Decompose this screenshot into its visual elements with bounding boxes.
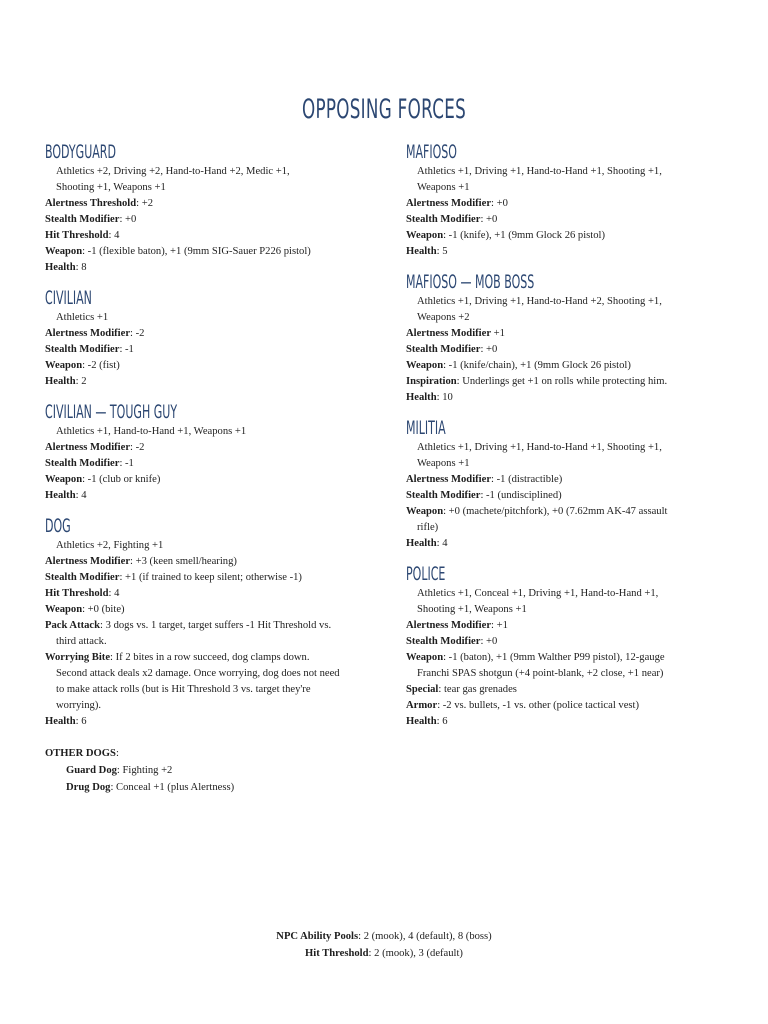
- stat-label: Weapon: [45, 474, 83, 485]
- stat-label: Alertness Modifier: [406, 198, 492, 209]
- other-dog-item: [45, 779, 370, 796]
- stat-text: : -1 (baton), +1 (9mm Walther P99 pistol), 12-gauge: [443, 652, 665, 663]
- right-column: [406, 140, 706, 740]
- block-name: POLICE: [406, 563, 446, 585]
- stat-line: [406, 244, 706, 260]
- skills-line: Weapons +1: [417, 458, 470, 469]
- stat-line: [406, 326, 706, 342]
- stat-text: : +0: [491, 198, 508, 209]
- stat-label: Stealth Modifier: [45, 572, 120, 583]
- stat-text: : 6: [75, 716, 87, 727]
- skills-line: Athletics +1: [56, 312, 109, 323]
- stat-label: Weapon: [406, 506, 444, 517]
- stat-line: [45, 244, 370, 260]
- stat-line: [45, 554, 370, 570]
- stat-text: : 6: [436, 716, 448, 727]
- stat-continuation: to make attack rolls (but is Hit Threshold 3 vs. target they're: [56, 684, 311, 695]
- stat-line: [406, 536, 706, 552]
- stat-text: : tear gas grenades: [438, 684, 517, 695]
- stat-label: Hit Threshold: [45, 588, 109, 599]
- stat-text: : -1 (flexible baton), +1 (9mm SIG-Sauer P226 pistol): [82, 246, 311, 257]
- stat-line: [45, 456, 370, 472]
- stat-label: Health: [406, 538, 437, 549]
- stat-block: [45, 400, 370, 504]
- stat-text: : -1 (undisciplined): [480, 490, 562, 501]
- stat-label: Hit Threshold: [45, 230, 109, 241]
- stat-line: [45, 196, 370, 212]
- stat-line: [406, 196, 706, 212]
- stat-continuation: rifle): [417, 522, 439, 533]
- skills-line: Athletics +1, Driving +1, Hand-to-Hand +1, Shooting +1,: [417, 166, 662, 177]
- stat-label: Weapon: [406, 230, 444, 241]
- stat-line: [45, 326, 370, 342]
- stat-line: [45, 714, 370, 730]
- stat-label: Stealth Modifier: [406, 636, 481, 647]
- stat-label: Alertness Modifier: [406, 328, 492, 339]
- other-dog-item: [45, 762, 370, 779]
- stat-line: [406, 488, 706, 504]
- stat-text: : 4: [75, 490, 87, 501]
- skills-line: Athletics +1, Conceal +1, Driving +1, Hand-to-Hand +1,: [417, 588, 659, 599]
- stat-line: [406, 342, 706, 358]
- other-dog-label: Drug Dog: [66, 782, 111, 793]
- stat-text: : If 2 bites in a row succeed, dog clamps down.: [110, 652, 310, 663]
- stat-block: [406, 140, 706, 260]
- stat-block: [406, 416, 706, 552]
- stat-label: Worrying Bite: [45, 652, 111, 663]
- stat-text: : 5: [436, 246, 448, 257]
- stat-text: : +2: [136, 198, 154, 209]
- block-name: MAFIOSO — MOB BOSS: [406, 271, 535, 293]
- stat-line: [45, 650, 370, 666]
- stat-label: Alertness Modifier: [406, 474, 492, 485]
- stat-text: : 8: [75, 262, 87, 273]
- stat-label: Alertness Modifier: [406, 620, 492, 631]
- block-name: CIVILIAN — TOUGH GUY: [45, 401, 178, 423]
- stat-text: : -1 (knife), +1 (9mm Glock 26 pistol): [443, 230, 606, 241]
- footer-hit-threshold: [0, 945, 768, 962]
- footer-label: NPC Ability Pools: [276, 931, 359, 942]
- stat-label: Inspiration: [406, 376, 457, 387]
- stat-label: Stealth Modifier: [406, 490, 481, 501]
- stat-label: Stealth Modifier: [406, 344, 481, 355]
- stat-continuation: Franchi SPAS shotgun (+4 point-blank, +2 close, +1 near): [417, 668, 664, 679]
- stat-text: : 2: [75, 376, 87, 387]
- stat-label: Weapon: [45, 604, 83, 615]
- stat-line: [406, 634, 706, 650]
- stat-label: Armor: [406, 700, 438, 711]
- stat-line: [406, 472, 706, 488]
- stat-label: Weapon: [406, 652, 444, 663]
- block-name: DOG: [45, 515, 71, 537]
- stat-label: Stealth Modifier: [45, 458, 120, 469]
- stat-label: Stealth Modifier: [45, 214, 120, 225]
- stat-line: [45, 212, 370, 228]
- stat-line: [406, 618, 706, 634]
- stat-text: : 10: [436, 392, 453, 403]
- other-dog-label: Guard Dog: [66, 765, 117, 776]
- stat-line: [45, 586, 370, 602]
- stat-label: Weapon: [45, 246, 83, 257]
- stat-text: : +0: [480, 636, 498, 647]
- stat-text: : 4: [108, 588, 120, 599]
- stat-text: : -2: [130, 328, 145, 339]
- footer-label: Hit Threshold: [305, 948, 369, 959]
- stat-line: [406, 682, 706, 698]
- stat-text: : +0 (bite): [82, 604, 125, 615]
- stat-continuation: third attack.: [56, 636, 107, 647]
- stat-line: [45, 618, 370, 634]
- skills-line: Athletics +1, Hand-to-Hand +1, Weapons +1: [56, 426, 247, 437]
- stat-text: : -1: [119, 458, 134, 469]
- other-dog-text: : Conceal +1 (plus Alertness): [110, 782, 235, 793]
- stat-label: Health: [45, 490, 76, 501]
- stat-continuation: Second attack deals x2 damage. Once worrying, dog does not need: [56, 668, 340, 679]
- stat-text: : +0 (machete/pitchfork), +0 (7.62mm AK-47 assault: [443, 506, 668, 517]
- stat-text: : -1 (knife/chain), +1 (9mm Glock 26 pistol): [443, 360, 631, 371]
- stat-label: Stealth Modifier: [45, 344, 120, 355]
- stat-line: [45, 472, 370, 488]
- stat-line: [45, 342, 370, 358]
- stat-line: [406, 714, 706, 730]
- other-dog-text: : Fighting +2: [116, 765, 173, 776]
- footer-text: : 2 (mook), 4 (default), 8 (boss): [358, 931, 492, 942]
- stat-line: [406, 698, 706, 714]
- stat-label: Health: [45, 376, 76, 387]
- stat-line: [45, 358, 370, 374]
- other-dogs-label: OTHER DOGS: [45, 748, 116, 759]
- stat-line: [45, 260, 370, 276]
- stat-text: : -1: [119, 344, 134, 355]
- stat-label: Health: [45, 262, 76, 273]
- stat-line: [406, 212, 706, 228]
- stat-line: [45, 374, 370, 390]
- stat-line: [45, 488, 370, 504]
- stat-line: [406, 504, 706, 520]
- stat-line: [406, 650, 706, 666]
- stat-line: [406, 228, 706, 244]
- block-name: MAFIOSO: [406, 141, 457, 163]
- skills-line: Weapons +1: [417, 182, 470, 193]
- stat-line: [406, 390, 706, 406]
- stat-line: [45, 440, 370, 456]
- stat-text: : -1 (club or knife): [82, 474, 161, 485]
- stat-label: Pack Attack: [45, 620, 101, 631]
- other-dogs-section: [45, 746, 370, 796]
- footer-text: : 2 (mook), 3 (default): [368, 948, 463, 959]
- other-dogs-heading: [45, 746, 370, 762]
- stat-block: [45, 286, 370, 390]
- stat-text: : -2 (fist): [82, 360, 120, 371]
- stat-label: Health: [406, 392, 437, 403]
- block-name: CIVILIAN: [45, 287, 92, 309]
- stat-block: [45, 140, 370, 276]
- stat-text: : Underlings get +1 on rolls while protecting him.: [456, 376, 668, 387]
- block-name: BODYGUARD: [45, 141, 116, 163]
- stat-text: +1: [491, 328, 505, 339]
- stat-block: [406, 270, 706, 406]
- stat-line: [45, 228, 370, 244]
- skills-line: Athletics +2, Fighting +1: [56, 540, 164, 551]
- stat-label: Alertness Modifier: [45, 556, 131, 567]
- left-column: [45, 140, 370, 796]
- stat-label: Stealth Modifier: [406, 214, 481, 225]
- stat-text: : +1: [491, 620, 508, 631]
- stat-text: : -2: [130, 442, 145, 453]
- stat-label: Weapon: [45, 360, 83, 371]
- stat-text: : +1 (if trained to keep silent; otherwise -1): [119, 572, 302, 583]
- skills-line: Shooting +1, Weapons +1: [56, 182, 166, 193]
- stat-text: : +0: [480, 214, 498, 225]
- stat-block: [406, 562, 706, 730]
- stat-text: : +0: [480, 344, 498, 355]
- stat-text: : -2 vs. bullets, -1 vs. other (police tactical vest): [437, 700, 640, 711]
- stat-label: Special: [406, 684, 439, 695]
- stat-text: : 4: [108, 230, 120, 241]
- stat-line: [45, 570, 370, 586]
- footer-ability-pools: [0, 928, 768, 945]
- skills-line: Athletics +1, Driving +1, Hand-to-Hand +1, Shooting +1,: [417, 442, 662, 453]
- skills-line: Weapons +2: [417, 312, 470, 323]
- stat-text: : 4: [436, 538, 448, 549]
- stat-label: Health: [406, 246, 437, 257]
- stat-text: : +3 (keen smell/hearing): [130, 556, 237, 567]
- stat-label: Alertness Modifier: [45, 442, 131, 453]
- stat-continuation: worrying).: [56, 700, 102, 711]
- stat-label: Health: [406, 716, 437, 727]
- stat-label: Alertness Threshold: [45, 198, 137, 209]
- stat-text: : +0: [119, 214, 137, 225]
- skills-line: Athletics +1, Driving +1, Hand-to-Hand +2, Shooting +1,: [417, 296, 662, 307]
- stat-label: Alertness Modifier: [45, 328, 131, 339]
- block-name: MILITIA: [406, 417, 446, 439]
- stat-line: [406, 374, 706, 390]
- stat-line: [45, 602, 370, 618]
- stat-text: : -1 (distractible): [491, 474, 563, 485]
- stat-label: Health: [45, 716, 76, 727]
- stat-line: [406, 358, 706, 374]
- other-dogs-colon: :: [115, 748, 119, 759]
- stat-label: Weapon: [406, 360, 444, 371]
- skills-line: Shooting +1, Weapons +1: [417, 604, 527, 615]
- page-title: OPPOSING FORCES: [301, 94, 467, 125]
- stat-text: : 3 dogs vs. 1 target, target suffers -1 Hit Threshold vs.: [100, 620, 332, 631]
- skills-line: Athletics +2, Driving +2, Hand-to-Hand +2, Medic +1,: [56, 166, 290, 177]
- stat-block: [45, 514, 370, 730]
